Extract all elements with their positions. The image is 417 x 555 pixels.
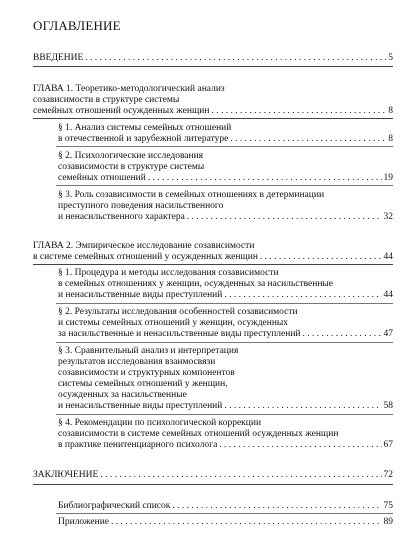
- toc-entry-text: в практике пенитенциарного психолога: [58, 440, 218, 450]
- divider: [56, 303, 393, 304]
- toc-entry-ch2-sec1[interactable]: [58, 268, 393, 301]
- dot-leader: [224, 401, 381, 412]
- toc-page-number: 72: [383, 470, 393, 480]
- dot-leader: [100, 470, 381, 481]
- divider: [33, 484, 393, 485]
- toc-line: [33, 252, 393, 263]
- divider: [33, 264, 393, 265]
- dot-leader: [85, 53, 386, 64]
- toc-entry-text: созависимости в структуре системы: [58, 162, 205, 172]
- dot-leader: [230, 134, 386, 145]
- toc-entry-text: и ненасильственные виды преступлений: [58, 290, 223, 300]
- toc-entry-ch1-sec2[interactable]: [58, 151, 393, 184]
- toc-page-number: 67: [383, 440, 393, 450]
- divider: [56, 513, 393, 514]
- toc-line: [58, 401, 393, 412]
- toc-line: [58, 173, 393, 184]
- toc-page-number: 8: [388, 134, 393, 144]
- toc-page-number: 47: [383, 329, 393, 339]
- dot-leader: [211, 106, 386, 117]
- toc-entry-text: § 1. Анализ системы семейных отношений: [58, 123, 232, 133]
- toc-entry-ch2-sec3[interactable]: [58, 346, 393, 412]
- toc-entry-ch1-sec3[interactable]: [58, 190, 393, 223]
- toc-page-number: 19: [383, 173, 393, 183]
- toc-entry-text: § 3. Сравнительный анализ и интерпретация: [58, 346, 239, 356]
- toc-entry-text: ВВЕДЕНИЕ: [33, 53, 84, 63]
- toc-entry-intro[interactable]: [33, 53, 393, 64]
- toc-entry-text: ГЛАВА 1. Теоретико-методологический анализ: [33, 84, 225, 94]
- toc-page-number: 5: [388, 53, 393, 63]
- toc-entry-text: семейных отношений: [58, 173, 146, 183]
- toc-entry-appendix[interactable]: [58, 517, 393, 528]
- dot-leader: [187, 212, 382, 223]
- toc-entry-text: преступного поведения насильственного: [58, 201, 224, 211]
- toc-entry-text: Библиографический список: [58, 501, 171, 511]
- dot-leader: [260, 252, 382, 263]
- dot-leader: [219, 440, 381, 451]
- toc-page-number: 58: [383, 401, 393, 411]
- toc-entry-ch2-sec2[interactable]: [58, 307, 393, 340]
- toc-line: [33, 53, 393, 64]
- toc-entry-text: § 2. Психологические исследования: [58, 151, 204, 161]
- toc-entry-text: семейных отношений осужденных женщин: [33, 106, 210, 116]
- toc-entry-bibliography[interactable]: [58, 501, 393, 512]
- dot-leader: [172, 501, 381, 512]
- toc-entry-text: созависимости и структурных компонентов: [58, 368, 235, 378]
- toc-entry-text: ГЛАВА 2. Эмпирическое исследование созависимости: [33, 241, 255, 251]
- dot-leader: [224, 290, 381, 301]
- toc-entry-text: в системе семейных отношений у осужденных женщин: [33, 252, 258, 262]
- toc-line: [58, 290, 393, 301]
- toc-entry-conclusion[interactable]: [33, 470, 393, 481]
- toc-page-number: 32: [383, 212, 393, 222]
- dot-leader: [148, 173, 382, 184]
- divider: [56, 414, 393, 415]
- toc-entry-text: § 3. Роль созависимости в семейных отношениях в детерминации: [58, 190, 325, 200]
- toc-entry-text: системы семейных отношений у женщин,: [58, 379, 228, 389]
- toc-title: ОГЛАВЛЕНИЕ: [33, 18, 121, 33]
- toc-entry-ch2-sec4[interactable]: [58, 418, 393, 451]
- dot-leader: [111, 517, 382, 528]
- toc-line: [58, 212, 393, 223]
- toc-line: [58, 501, 393, 512]
- toc-entry-text: созависимости в системе семейных отношений осужденных женщин: [58, 429, 339, 439]
- divider: [56, 342, 393, 343]
- toc-page-number: 75: [383, 501, 393, 511]
- divider: [33, 118, 393, 119]
- toc-entry-text: ЗАКЛЮЧЕНИЕ: [33, 470, 99, 480]
- toc-line: [33, 106, 393, 117]
- toc-page-number: 44: [383, 290, 393, 300]
- toc-entry-text: осужденных за насильственные: [58, 390, 187, 400]
- toc-line: [58, 440, 393, 451]
- toc-entry-text: и ненасильственные виды преступлений: [58, 401, 223, 411]
- toc-entry-text: § 2. Результаты исследования особенностей созависимости: [58, 307, 298, 317]
- toc-entry-text: в отечественной и зарубежной литературе: [58, 134, 229, 144]
- toc-entry-text: § 1. Процедура и методы исследования созависимости: [58, 268, 279, 278]
- toc-entry-chapter-1[interactable]: [33, 84, 393, 117]
- toc-entry-ch1-sec1[interactable]: [58, 123, 393, 145]
- toc-page-number: 89: [383, 517, 393, 527]
- toc-entry-text: Приложение: [58, 517, 109, 527]
- dot-leader: [303, 329, 382, 340]
- divider: [56, 146, 393, 147]
- toc-entry-chapter-2[interactable]: [33, 241, 393, 263]
- toc-entry-text: и ненасильственного характера: [58, 212, 185, 222]
- toc-page-number: 44: [383, 252, 393, 262]
- toc-entry-text: результатов исследования взаимосвязи: [58, 357, 216, 367]
- toc-line: [58, 134, 393, 145]
- toc-line: [58, 329, 393, 340]
- toc-page-number: 8: [388, 106, 393, 116]
- toc-entry-text: созависимости в структуре системы: [33, 95, 180, 105]
- toc-line: [58, 517, 393, 528]
- divider: [56, 185, 393, 186]
- toc-entry-text: за насильственные и ненасильственные виды преступлений: [58, 329, 301, 339]
- toc-entry-text: § 4. Рекомендации по психологической коррекции: [58, 418, 262, 428]
- toc-entry-text: в семейных отношениях у женщин, осужденных за насильственные: [58, 279, 334, 289]
- toc-entry-text: и системы семейных отношений у женщин, осужденных: [58, 318, 289, 328]
- toc-line: [33, 470, 393, 481]
- divider: [33, 66, 393, 67]
